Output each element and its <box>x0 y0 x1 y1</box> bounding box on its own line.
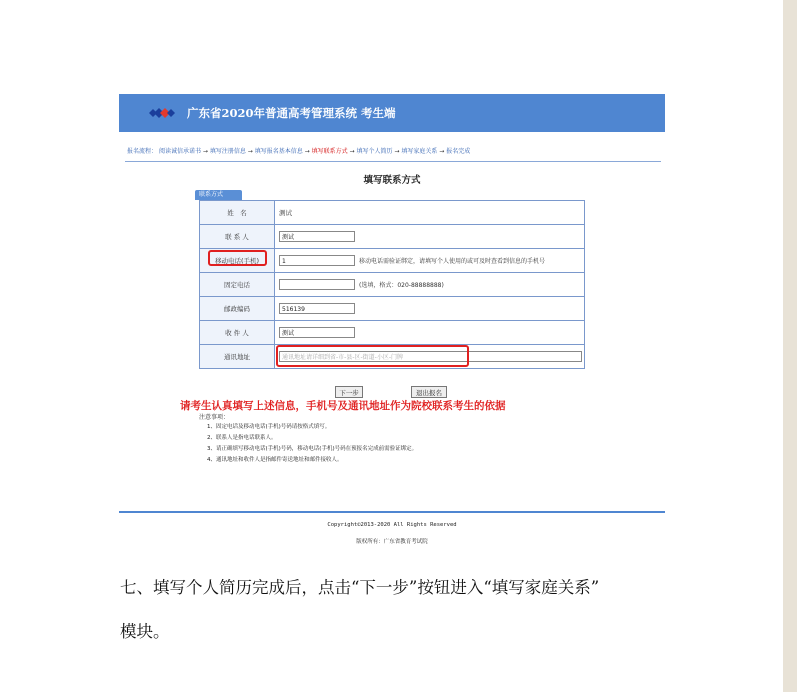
next-button[interactable]: 下一步 <box>335 386 363 398</box>
footer-divider <box>119 511 665 513</box>
steps-divider <box>125 161 661 162</box>
system-banner <box>119 94 665 132</box>
step-complete[interactable]: 报名完成 <box>446 148 471 155</box>
notes-title: 注意事项： <box>199 414 230 421</box>
steps-label: 报名流程： <box>127 148 158 155</box>
contact-label: 联 系 人 <box>200 225 275 249</box>
annotation-note: 请考生认真填写上述信息，手机号及通讯地址作为院校联系考生的依据 <box>180 400 506 412</box>
owner: 版权所有：广东省教育考试院 <box>356 539 428 545</box>
page-edge-strip <box>783 0 797 692</box>
note-item: 1、固定电话及移动电话(手机)号码请按格式填写。 <box>207 424 331 430</box>
step-read-pledge[interactable]: 阅读诚信承诺书 <box>158 148 201 155</box>
step-arrow-icon: → <box>202 148 210 155</box>
receiver-label: 收 件 人 <box>200 321 275 345</box>
step-resume[interactable]: 填写个人简历 <box>356 148 393 155</box>
contact-form-table <box>199 200 585 369</box>
zip-input[interactable]: 516139 <box>279 303 355 314</box>
row-contact <box>200 225 585 249</box>
doc-paragraph-1: 七、填写个人简历完成后，点击“下一步”按钮进入“填写家庭关系” <box>120 578 600 597</box>
name-value: 测试 <box>275 201 585 225</box>
note-item: 3、请正确填写移动电话(手机)号码，移动电话(手机)号码在预报名完成前需验证绑定。 <box>207 446 418 452</box>
step-basic-info[interactable]: 填写报名基本信息 <box>254 148 303 155</box>
embedded-screenshot <box>119 94 665 545</box>
process-steps <box>127 146 470 155</box>
note-item: 2、联系人是指电话联系人。 <box>207 435 277 441</box>
note-item: 4、通讯地址和收件人是指邮件寄送地址和邮件接收人。 <box>207 457 343 463</box>
address-input[interactable]: 通讯地址请详细到省-市-县-区-街道-小区-门牌 <box>279 351 582 362</box>
tab-contact[interactable]: 联系方式 <box>195 190 242 200</box>
copyright: Copyright©2013-2020 All Rights Reserved <box>327 522 457 528</box>
row-receiver <box>200 321 585 345</box>
mobile-input[interactable]: 1 <box>279 255 355 266</box>
address-highlight-box <box>276 345 469 367</box>
step-arrow-icon: → <box>349 148 357 155</box>
step-contact-current[interactable]: 填写联系方式 <box>311 148 348 155</box>
step-arrow-icon: → <box>247 148 255 155</box>
receiver-input[interactable]: 测试 <box>279 327 355 338</box>
system-title: 广东省2020年普通高考管理系统 考生端 <box>187 106 396 120</box>
row-name <box>200 201 585 225</box>
contact-input[interactable]: 测试 <box>279 231 355 242</box>
diamond-logo-icon <box>149 106 175 120</box>
address-label: 通讯地址 <box>200 345 275 369</box>
row-zip <box>200 297 585 321</box>
mobile-highlight-box <box>208 250 267 266</box>
name-label: 姓 名 <box>200 201 275 225</box>
mobile-label: 移动电话(手机) <box>200 249 275 273</box>
step-register-info[interactable]: 填写注册信息 <box>209 148 246 155</box>
zip-label: 邮政编码 <box>200 297 275 321</box>
phone-hint: (选填，格式：020-88888888) <box>359 282 444 289</box>
doc-paragraph-2: 模块。 <box>120 622 170 641</box>
step-arrow-icon: → <box>304 148 312 155</box>
mobile-hint: 移动电话需验证绑定，请填写个人使用的或可及时查看到信息的手机号 <box>359 258 546 265</box>
notes-list <box>207 422 417 466</box>
phone-input[interactable] <box>279 279 355 290</box>
step-arrow-icon: → <box>439 148 447 155</box>
exit-button[interactable]: 退出报名 <box>411 386 447 398</box>
step-family[interactable]: 填写家庭关系 <box>401 148 438 155</box>
form-title: 填写联系方式 <box>363 175 421 186</box>
step-arrow-icon: → <box>394 148 402 155</box>
phone-label: 固定电话 <box>200 273 275 297</box>
row-phone <box>200 273 585 297</box>
